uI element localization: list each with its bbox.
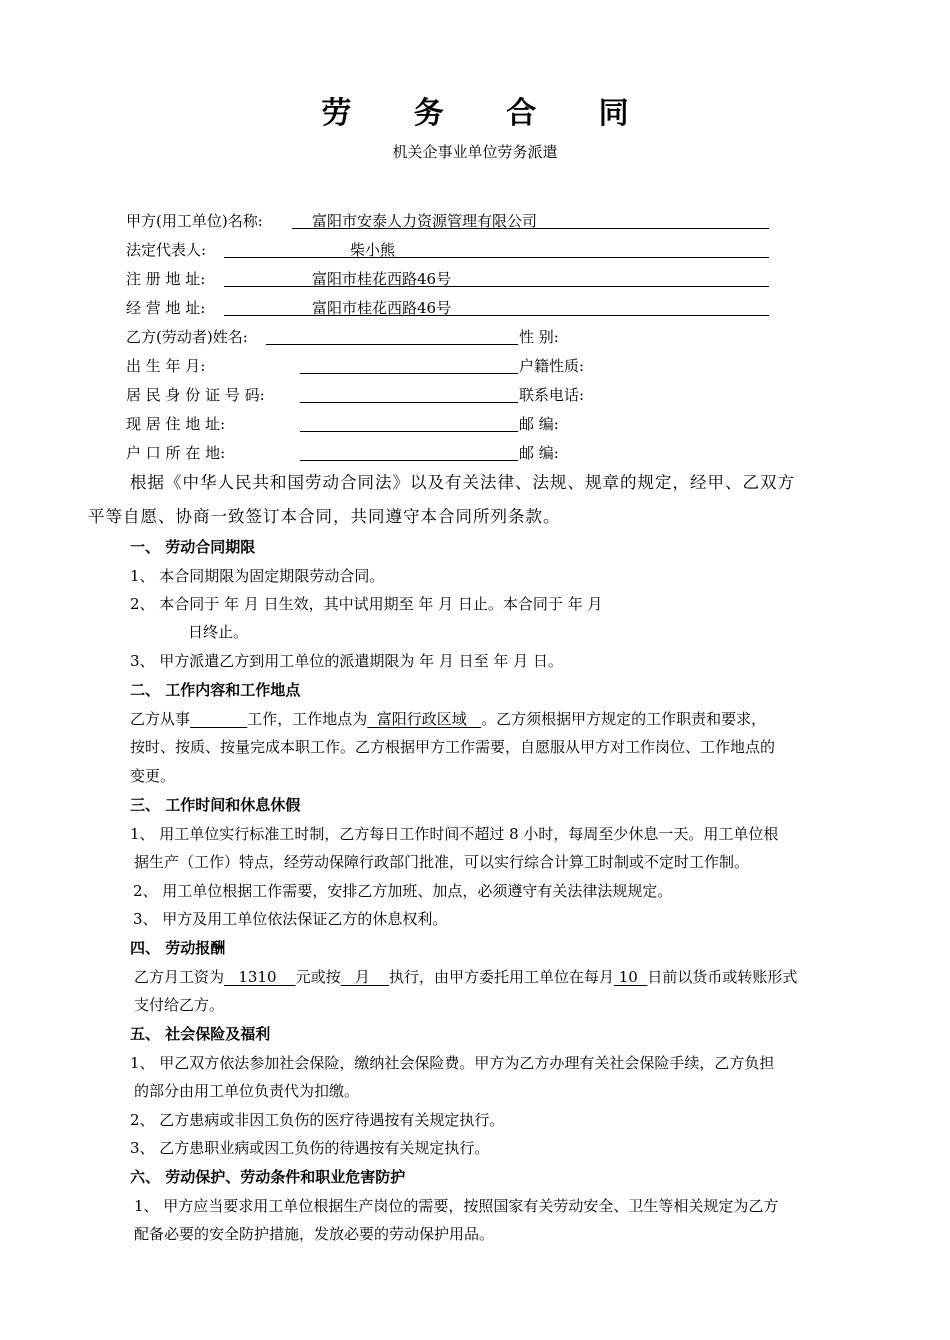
section-4-mid-1: 元或按 bbox=[295, 968, 341, 986]
section-4-line-2: 支付给乙方。 bbox=[134, 996, 225, 1014]
party-a-rep-underline bbox=[224, 257, 769, 258]
job-blank bbox=[190, 710, 247, 728]
party-a-name-label: 甲方(用工单位)名称: bbox=[126, 212, 263, 230]
section-3-item-1-cont: 据生产（工作）特点，经劳动保障行政部门批准，可以实行综合计算工时制或不定时工作制。 bbox=[134, 853, 750, 871]
section-1-heading: 一、 劳动合同期限 bbox=[130, 538, 256, 556]
pay-unit: 月 bbox=[340, 968, 389, 986]
preamble-line-2: 平等自愿、协商一致签订本合同，共同遵守本合同所列条款。 bbox=[88, 507, 561, 526]
section-5-item-3: 3、 乙方患职业病或因工负伤的待遇按有关规定执行。 bbox=[130, 1139, 490, 1157]
party-b-id-label: 居 民 身 份 证 号 码: bbox=[126, 386, 265, 404]
party-b-postcode-label-1: 邮 编: bbox=[519, 415, 559, 433]
party-b-address-underline bbox=[300, 431, 518, 432]
section-5-heading: 五、 社会保险及福利 bbox=[130, 1025, 271, 1043]
section-2-line-2: 按时、按质、按量完成本职工作。乙方根据甲方工作需要，自愿服从甲方对工作岗位、工作地点的 bbox=[130, 738, 776, 756]
pay-day: 10 bbox=[614, 968, 648, 986]
party-b-address-label: 现 居 住 地 址: bbox=[126, 415, 226, 433]
party-b-postcode-label-2: 邮 编: bbox=[519, 444, 559, 462]
section-4-mid-2: 执行，由甲方委托用工单位在每月 bbox=[388, 968, 614, 986]
party-a-reg-label: 注 册 地 址: bbox=[126, 270, 206, 288]
party-b-birth-label: 出 生 年 月: bbox=[126, 357, 206, 375]
document-subtitle: 机关企事业单位劳务派遣 bbox=[392, 143, 558, 161]
section-4-heading: 四、 劳动报酬 bbox=[130, 939, 226, 957]
party-b-hukou-label: 户 口 所 在 地: bbox=[126, 444, 226, 462]
section-1-item-2-cont: 日终止。 bbox=[188, 623, 249, 641]
section-3-heading: 三、 工作时间和休息休假 bbox=[130, 796, 301, 814]
party-b-hukou-underline bbox=[300, 460, 518, 461]
section-6-item-1: 1、 甲方应当要求用工单位根据生产岗位的需要，按照国家有关劳动安全、卫生等相关规定为乙方 bbox=[134, 1197, 779, 1215]
section-1-item-2: 2、 本合同于 年 月 日生效，其中试用期至 年 月 日止。本合同于 年 月 bbox=[130, 595, 603, 613]
section-3-item-1: 1、 用工单位实行标准工时制，乙方每日工作时间不超过 8 小时，每周至少休息一天。用工单位根 bbox=[130, 825, 779, 843]
party-a-op-underline bbox=[224, 315, 769, 316]
section-2-post: 。乙方须根据甲方规定的工作职责和要求， bbox=[481, 710, 767, 728]
section-2-pre: 乙方从事 bbox=[130, 710, 191, 728]
party-a-op-label: 经 营 地 址: bbox=[126, 299, 206, 317]
section-2-heading: 二、 工作内容和工作地点 bbox=[130, 681, 301, 699]
section-5-item-1-cont: 的部分由用工单位负责代为扣缴。 bbox=[134, 1082, 360, 1100]
party-b-hukou-type-label: 户籍性质: bbox=[519, 357, 585, 375]
section-3-item-3: 3、 甲方及用工单位依法保证乙方的休息权利。 bbox=[133, 910, 448, 928]
section-5-item-2: 2、 乙方患病或非因工负伤的医疗待遇按有关规定执行。 bbox=[130, 1111, 505, 1129]
party-a-rep-value: 柴小熊 bbox=[350, 241, 396, 259]
section-2-line-1 bbox=[130, 708, 766, 729]
party-a-op-value: 富阳市桂花西路46号 bbox=[312, 299, 452, 317]
section-5-item-1: 1、 甲乙双方依法参加社会保险，缴纳社会保险费。甲方为乙方办理有关社会保险手续，乙方负担 bbox=[130, 1054, 775, 1072]
section-1-item-1: 1、 本合同期限为固定期限劳动合同。 bbox=[130, 567, 385, 585]
party-b-id-underline bbox=[300, 402, 518, 403]
party-b-gender-label: 性 别: bbox=[519, 328, 559, 346]
party-a-reg-value: 富阳市桂花西路46号 bbox=[312, 270, 452, 288]
preamble-line-1: 根据《中华人民共和国劳动合同法》以及有关法律、法规、规章的规定，经甲、乙双方 bbox=[130, 473, 795, 492]
section-4-pre: 乙方月工资为 bbox=[134, 968, 225, 986]
section-6-item-1-cont: 配备必要的安全防护措施，发放必要的劳动保护用品。 bbox=[134, 1225, 495, 1243]
document-title: 劳 务 合 同 bbox=[321, 96, 655, 131]
party-b-name-label: 乙方(劳动者)姓名: bbox=[126, 328, 248, 346]
party-a-name-value: 富阳市安泰人力资源管理有限公司 bbox=[312, 212, 538, 230]
section-3-item-2: 2、 用工单位根据工作需要，安排乙方加班、加点，必须遵守有关法律法规规定。 bbox=[133, 882, 673, 900]
section-2-mid: 工作，工作地点为 bbox=[247, 710, 368, 728]
work-place: 富阳行政区域 bbox=[367, 710, 482, 728]
party-a-rep-label: 法定代表人: bbox=[126, 241, 207, 259]
party-b-birth-underline bbox=[300, 373, 518, 374]
monthly-wage: 1310 bbox=[224, 968, 296, 986]
section-1-item-3: 3、 甲方派遣乙方到用工单位的派遣期限为 年 月 日至 年 月 日。 bbox=[130, 652, 563, 670]
section-6-heading: 六、 劳动保护、劳动条件和职业危害防护 bbox=[130, 1168, 406, 1186]
party-a-reg-underline bbox=[224, 286, 769, 287]
section-2-line-3: 变更。 bbox=[130, 767, 176, 785]
party-b-phone-label: 联系电话: bbox=[519, 386, 585, 404]
section-4-line-1 bbox=[134, 966, 797, 987]
party-b-name-underline bbox=[266, 344, 518, 345]
section-4-post: 日前以货币或转账形式 bbox=[647, 968, 798, 986]
